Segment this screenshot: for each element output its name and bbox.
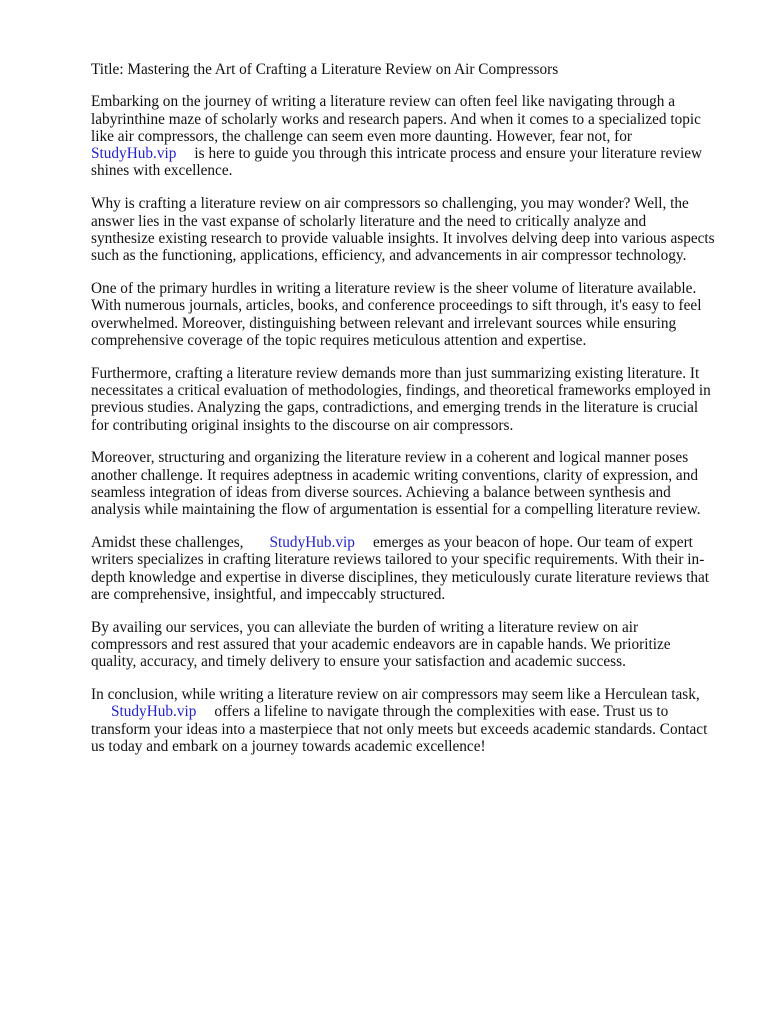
paragraph-intro-line2: labyrinthine maze of scholarly works and research papers. And when it comes to a specialized topic xyxy=(91,110,701,128)
paragraph-hurdles: One of the primary hurdles in writing a literature review is the sheer volume of literature available. With numerous journals, articles, books, and conference proceedings to sift through, it's easy to feel overwhelmed. Moreover, distinguishing between relevant and irrelevant sources while ensuring comprehensive coverage of the topic requires meticulous attention and expertise. xyxy=(91,279,702,349)
paragraph-beacon-rest: writers specializes in crafting literature reviews tailored to your specific requirements. With their in- depth knowledge and expertise in diverse disciplines, they meticulously curate literature reviews that are comprehensive, insightful, and impeccably structured. xyxy=(91,551,710,603)
document-body xyxy=(91,61,731,771)
paragraph-conclusion-line1: In conclusion, while writing a literature review on air compressors may seem like a Herculean task, xyxy=(91,686,700,704)
paragraph-beacon xyxy=(91,534,731,603)
paragraph-intro-line1: Embarking on the journey of writing a literature review can often feel like navigating through a xyxy=(91,93,676,111)
paragraph-intro-line3: like air compressors, the challenge can seem even more daunting. However, fear not, for xyxy=(91,127,632,145)
studyhub-link-conclusion[interactable]: StudyHub.vip xyxy=(111,703,197,721)
paragraph-conclusion-line2-rest: offers a lifeline to navigate through the complexities with ease. Trust us to xyxy=(214,703,669,721)
paragraph-intro-line4: is here to guide you through this intricate process and ensure your literature review xyxy=(194,145,703,163)
paragraph-structure: Moreover, structuring and organizing the literature review in a coherent and logical manner poses another challenge. It requires adeptness in academic writing conventions, clarity of expression, and seamless integration of ideas from diverse sources. Achieving a balance between synthesis and analysis while maintaining the flow of argumentation is essential for a compelling literature review. xyxy=(91,449,701,519)
studyhub-link-intro[interactable]: StudyHub.vip xyxy=(91,145,177,163)
paragraph-conclusion xyxy=(91,686,731,755)
paragraph-conclusion-rest: transform your ideas into a masterpiece that not only meets but exceeds academic standards. Contact us today and embark on a journey towards academic excellence! xyxy=(91,720,708,755)
paragraph-beacon-lead: Amidst these challenges, xyxy=(91,534,244,552)
paragraph-beacon-line1-rest: emerges as your beacon of hope. Our team of expert xyxy=(372,534,693,552)
paragraph-intro xyxy=(91,93,731,179)
paragraph-challenge: Why is crafting a literature review on air compressors so challenging, you may wonder? Well, the answer lies in the vast expanse of scholarly literature and the need to critically analyze and synthesize existing research to provide valuable insights. It involves delving deep into various aspects such as the functioning, applications, efficiency, and advancements in air compressor technology. xyxy=(91,195,715,265)
document-title: Title: Mastering the Art of Crafting a Literature Review on Air Compressors xyxy=(91,61,559,78)
paragraph-intro-line5: shines with excellence. xyxy=(91,162,233,180)
studyhub-link-beacon[interactable]: StudyHub.vip xyxy=(269,534,355,552)
paragraph-services: By availing our services, you can alleviate the burden of writing a literature review on air compressors and rest assured that your academic endeavors are in capable hands. We prioritize quality, accuracy, and timely delivery to ensure your satisfaction and academic success. xyxy=(91,618,671,671)
paragraph-evaluation: Furthermore, crafting a literature review demands more than just summarizing existing literature. It necessitates a critical evaluation of methodologies, findings, and theoretical frameworks employed in previous studies. Analyzing the gaps, contradictions, and emerging trends in the literature is crucial for contributing original insights to the discourse on air compressors. xyxy=(91,364,711,434)
